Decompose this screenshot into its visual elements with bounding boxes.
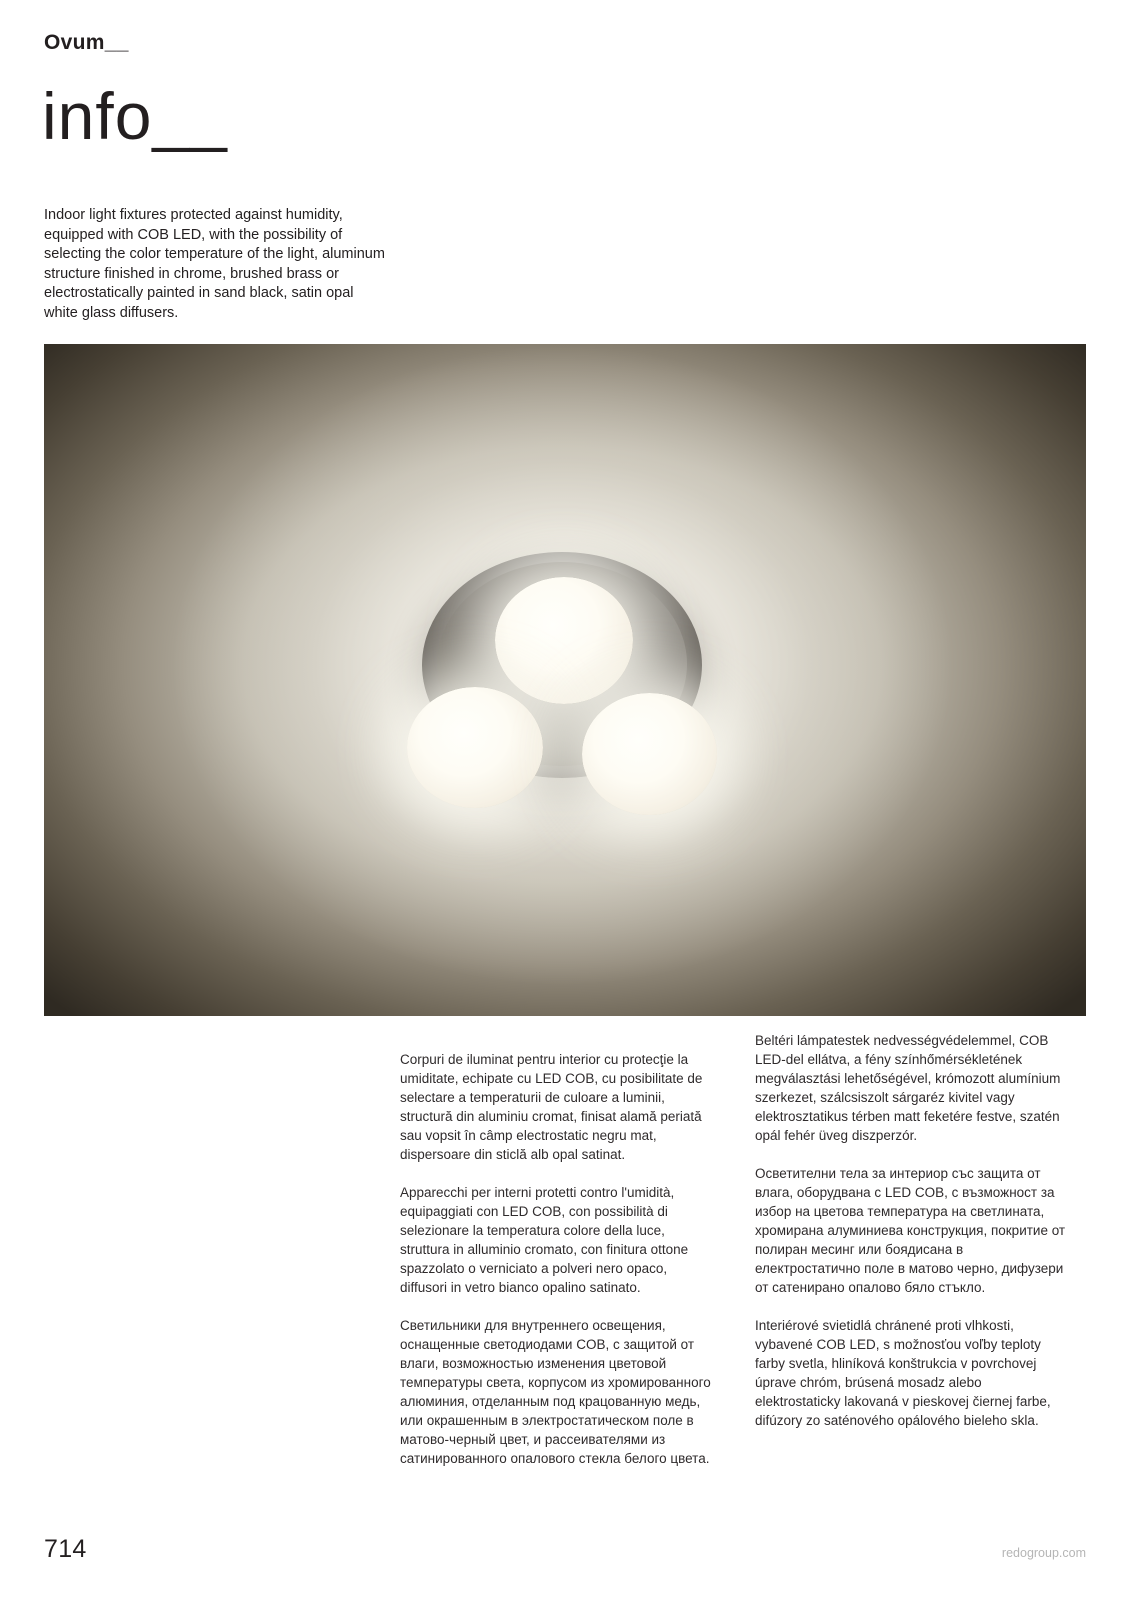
website-link[interactable]: redogroup.com (1001, 1546, 1086, 1560)
description-column-left (400, 1050, 716, 1487)
description-hu: Beltéri lámpatestek nedvességvédelemmel, COB LED-del ellátva, a fény színhőmérsékletének megválasztási lehetőségével, krómozott alumínium szerkezet, szálcsiszolt sárgaréz kivitel vagy elektrosztatikus térben matt feketére festve, szatén opál fehér üveg diszperzór. (755, 1033, 1061, 1143)
lamp-diffuser-left (407, 687, 543, 808)
brand-ovum: Ovum__ (44, 31, 129, 54)
description-ru: Светильники для внутреннего освещения, оснащенные светодиодами COB, с защитой от влаги, возможностью изменения цветовой температуры света, корпусом из хромированного алюминия, отделанным под крацованную медь, или окрашенным в электростатическом поле в матово-черный цвет, и рассеивателями из сатинированного опалового стекла белого цвета. (400, 1318, 711, 1466)
product-photo (44, 344, 1086, 1016)
lamp-diffuser-right (582, 693, 717, 815)
description-en: Indoor light fixtures protected against humidity, equipped with COB LED, with the possibility of selecting the color temperature of the light, aluminum structure finished in chrome, brushed brass or electrostatically painted in sand black, satin opal white glass diffusers. (44, 207, 385, 321)
page-number: 714 (44, 1535, 87, 1563)
lamp-diffuser-top (495, 577, 633, 704)
page-title-info: info__ (42, 79, 228, 153)
description-bg: Осветителни тела за интериор със защита от влага, оборудвана с LED COB, с възможност за избор на цветова температура на светлината, хромирана алуминиева конструкция, покритие от полиран месинг или боядисана в електростатично поле в матово черно, дифузери от сатенирано опалово бяло стъкло. (755, 1166, 1066, 1295)
description-it: Apparecchi per interni protetti contro l'umidità, equipaggiati con LED COB, con possibilità di selezionare la temperatura colore della luce, struttura in alluminio cromato, con finitura ottone spazzolato o verniciato a polveri nero opaco, diffusori in vetro bianco opalino satinato. (400, 1185, 689, 1295)
description-column-right (755, 1031, 1069, 1449)
description-sk: Interiérové svietidlá chránené proti vlhkosti, vybavené COB LED, s možnosťou voľby teploty farby svetla, hliníková konštrukcia v povrchovej úprave chróm, brúsená mosadz alebo elektrostaticky lakovaná v pieskovej čiernej farbe, difúzory zo saténového opálového bieleho skla. (755, 1318, 1051, 1428)
description-ro: Corpuri de iluminat pentru interior cu protecţie la umiditate, echipate cu LED COB, cu posibilitate de selectare a temperaturii de culoare a luminii, structură din aluminiu cromat, finisat alamă periată sau vopsit în câmp electrostatic negru mat, dispersoare din sticlă alb opal satinat. (400, 1052, 703, 1162)
